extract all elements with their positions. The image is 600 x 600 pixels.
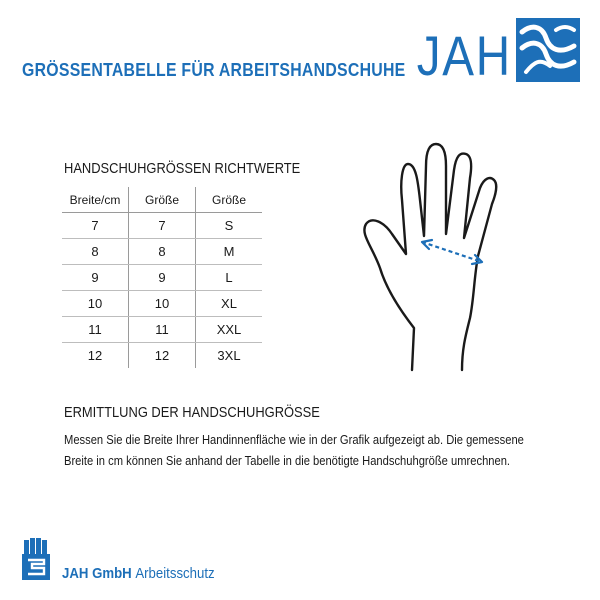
cell-size-number: 9 — [129, 265, 196, 291]
table-row — [62, 291, 262, 317]
cell-size-number: 12 — [129, 343, 196, 369]
size-table-title: HANDSCHUHGRÖSSEN RICHTWERTE — [64, 160, 301, 177]
cell-width: 11 — [62, 317, 129, 343]
column-header-width: Breite/cm — [62, 187, 129, 213]
column-header-size-letter: Größe — [196, 187, 263, 213]
cell-size-number: 10 — [129, 291, 196, 317]
table-row — [62, 317, 262, 343]
hand-outline-icon — [350, 138, 530, 378]
table-row — [62, 239, 262, 265]
cell-width: 12 — [87, 348, 103, 363]
brand-logo — [400, 18, 580, 87]
cell-width: 8 — [62, 239, 129, 265]
cell-size-letter: L — [196, 265, 263, 291]
company-name: JAH GmbH — [62, 565, 132, 582]
cell-size-letter: M — [196, 239, 263, 265]
cell-size-letter: 3XL — [196, 343, 263, 369]
brand-mark-icon — [516, 18, 580, 82]
company-tagline: Arbeitsschutz — [135, 565, 215, 582]
size-table-header-row — [62, 187, 262, 213]
table-row — [62, 265, 262, 291]
cell-size-number: 11 — [129, 317, 196, 343]
table-row — [62, 343, 262, 369]
cell-size-number: 8 — [129, 239, 196, 265]
instructions-body: Messen Sie die Breite Ihrer Handinnenfläche wie in der Grafik aufgezeigt ab. Die gemessene Breite in cm können Sie anhand der Tabelle in die benötigte Handschuhgröße umrechnen. — [64, 432, 524, 468]
page-title: GRÖSSENTABELLE FÜR ARBEITSHANDSCHUHE — [22, 60, 406, 80]
cell-size-letter: S — [196, 213, 263, 239]
instructions-title: ERMITTLUNG DER HANDSCHUHGRÖSSE — [64, 404, 320, 421]
footer-company — [62, 565, 215, 582]
cell-width: 7 — [62, 213, 129, 239]
cell-width: 10 — [62, 291, 129, 317]
cell-width: 9 — [62, 265, 129, 291]
table-row — [62, 213, 262, 239]
column-header-size-number: Größe — [129, 187, 196, 213]
brand-wordmark: JAH — [416, 24, 512, 87]
footer — [20, 538, 235, 582]
glove-logo-icon — [20, 538, 54, 582]
cell-size-letter: XXL — [196, 317, 263, 343]
cell-size-number: 7 — [129, 213, 196, 239]
size-table — [62, 187, 262, 368]
cell-size-letter: XL — [196, 291, 263, 317]
measure-line — [422, 242, 482, 262]
